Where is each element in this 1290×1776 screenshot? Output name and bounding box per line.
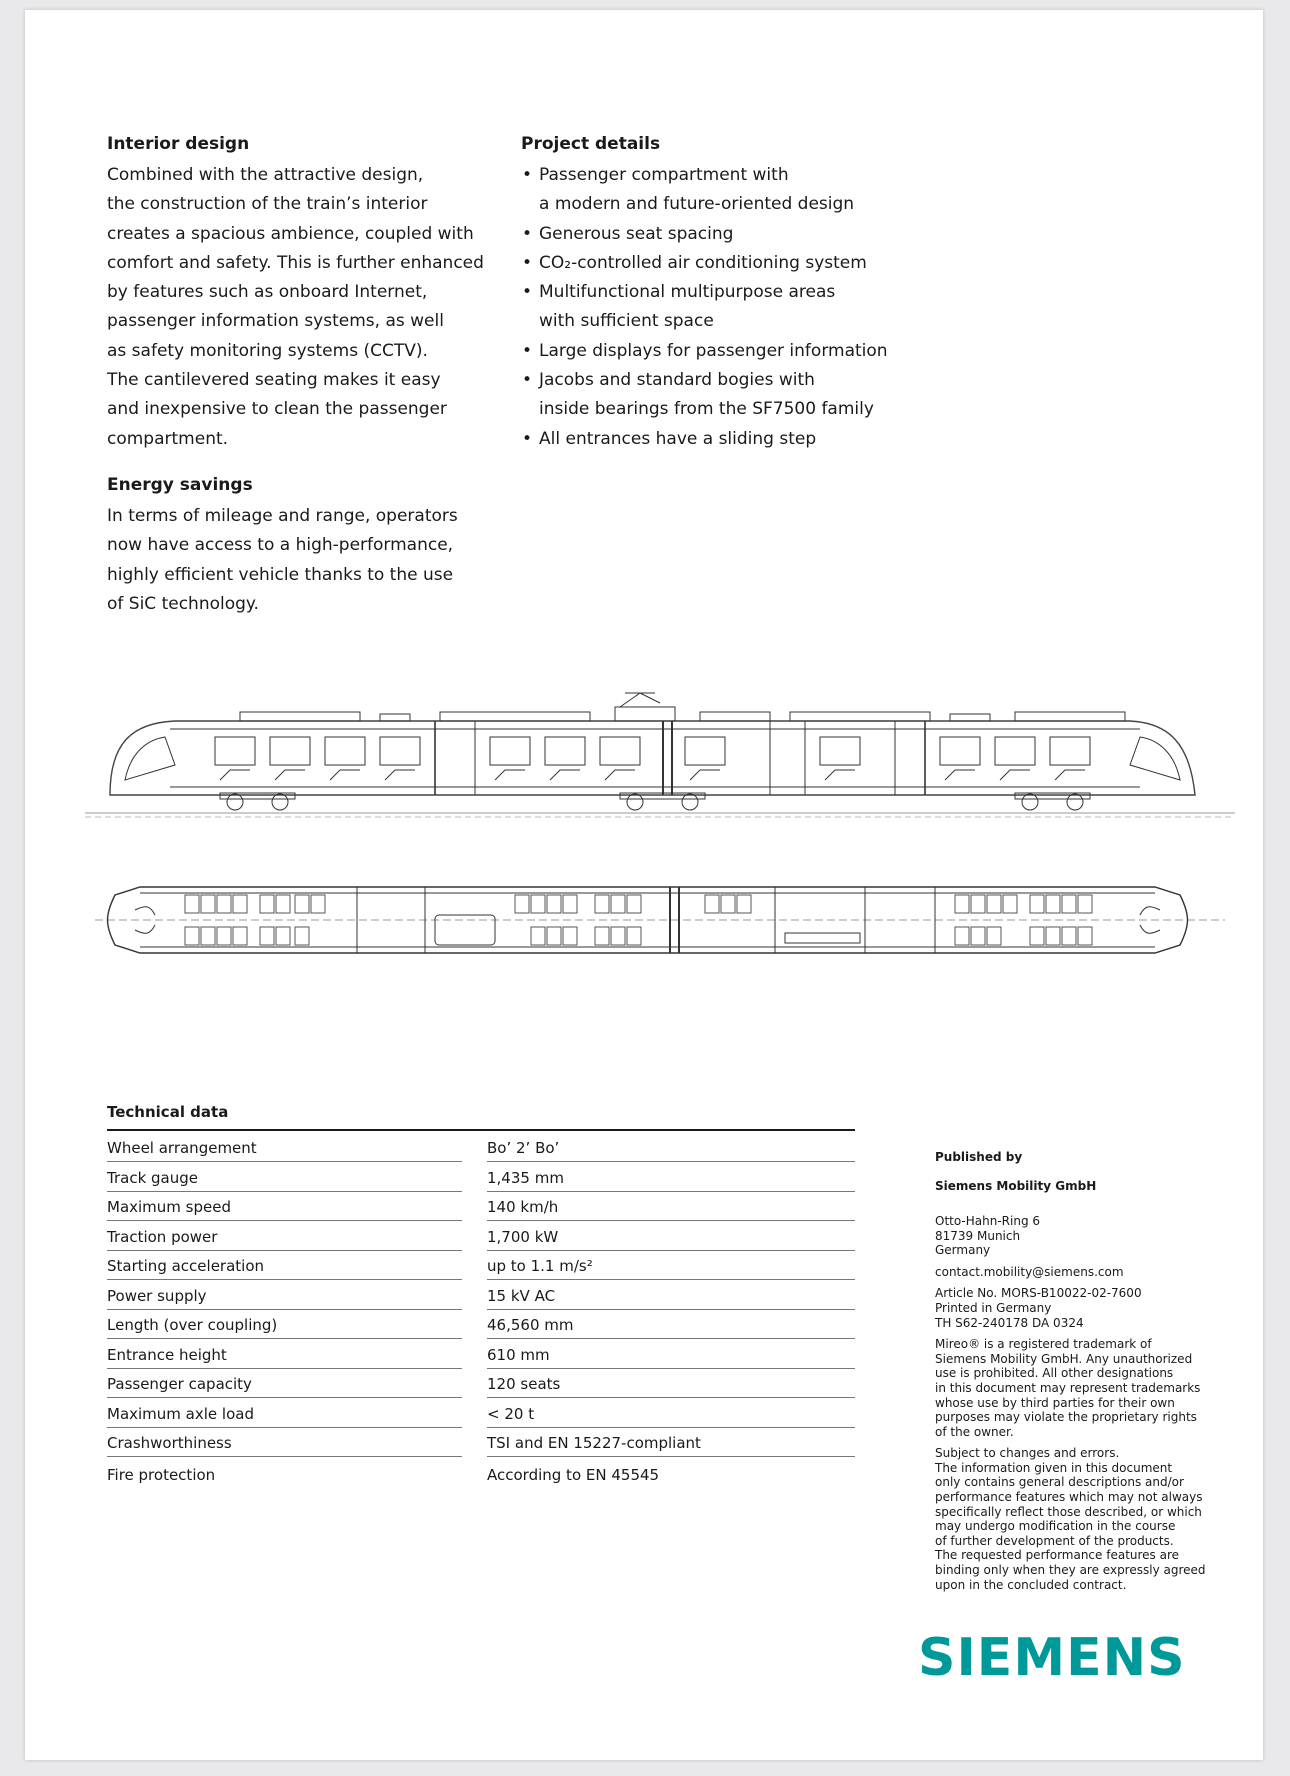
spec-value: 140 km/h <box>487 1198 855 1221</box>
spec-label: Wheel arrangement <box>107 1139 462 1162</box>
interior-design-heading: Interior design <box>107 134 250 154</box>
table-row <box>107 1430 855 1460</box>
interior-design-text: Combined with the attractive design, the construction of the train’s interior creates a spacious ambience, coupled with comfort and safety. This is further enhanced by features such as onboard Internet, passenger information systems, as well as safety monitoring systems (CCTV). The cantilevered seating makes it easy and inexpensive to clean the passenger compartment. <box>107 165 484 449</box>
document-page <box>25 10 1263 1760</box>
spec-label: Length (over coupling) <box>107 1316 462 1339</box>
project-bullet: • Jacobs and standard bogies with inside bearings from the SF7500 family <box>521 366 941 425</box>
table-row <box>107 1460 855 1490</box>
spec-label: Passenger capacity <box>107 1375 462 1398</box>
table-row <box>107 1194 855 1224</box>
spec-value: 120 seats <box>487 1375 855 1398</box>
train-side-view-drawing <box>80 685 1240 825</box>
article-info: Article No. MORS-B10022-02-7600 Printed in Germany TH S62-240178 DA 0324 <box>935 1286 1142 1330</box>
spec-value: According to EN 45545 <box>487 1466 660 1485</box>
table-row <box>107 1342 855 1372</box>
trademark-notice: Mireo® is a registered trademark of Siemens Mobility GmbH. Any unauthorized use is prohibited. All other designations in this document may represent trademarks whose use by third parties for their own purposes may violate the proprietary rights of the owner. <box>935 1337 1201 1439</box>
spec-value: 1,435 mm <box>487 1169 855 1192</box>
spec-label: Fire protection <box>107 1466 216 1485</box>
right-column <box>521 133 941 454</box>
spec-value: 46,560 mm <box>487 1316 855 1339</box>
published-by-label: Published by <box>935 1149 1023 1164</box>
project-bullet: • All entrances have a sliding step <box>521 425 941 454</box>
project-bullet: • Passenger compartment with a modern and future-oriented design <box>521 161 941 220</box>
spec-value: 15 kV AC <box>487 1287 855 1310</box>
spec-label: Traction power <box>107 1228 462 1251</box>
spec-label: Maximum speed <box>107 1198 462 1221</box>
spec-label: Entrance height <box>107 1346 462 1369</box>
spec-label: Track gauge <box>107 1169 462 1192</box>
spec-label: Power supply <box>107 1287 462 1310</box>
publisher-company: Siemens Mobility GmbH <box>935 1178 1097 1193</box>
table-row <box>107 1371 855 1401</box>
project-bullet: • Multifunctional multipurpose areas with sufficient space <box>521 278 941 337</box>
spec-label: Starting acceleration <box>107 1257 462 1280</box>
spec-value: TSI and EN 15227-compliant <box>487 1434 855 1457</box>
table-row <box>107 1283 855 1313</box>
table-row <box>107 1312 855 1342</box>
publisher-address: Otto-Hahn-Ring 6 81739 Munich Germany <box>935 1213 1041 1258</box>
technical-data-title: Technical data <box>107 1103 229 1121</box>
disclaimer: Subject to changes and errors. The information given in this document only contains general descriptions and/or performance features which may not always specifically reflect those described, or which may undergo modification in the course of further development of the products. The requested performance features are binding only when they are expressly agreed upon in the concluded contract. <box>935 1446 1206 1592</box>
project-bullet: • Generous seat spacing <box>521 220 941 249</box>
spec-value: Bo’ 2’ Bo’ <box>487 1139 855 1162</box>
table-row <box>107 1401 855 1431</box>
project-details-heading: Project details <box>521 134 661 154</box>
project-bullet: • Large displays for passenger information <box>521 337 941 366</box>
table-row <box>107 1130 855 1165</box>
left-column <box>107 133 507 619</box>
energy-savings-heading: Energy savings <box>107 474 253 495</box>
technical-data-table <box>107 1129 855 1489</box>
train-plan-view-drawing <box>95 875 1225 965</box>
energy-savings-text: In terms of mileage and range, operators now have access to a high-performance, highly efficient vehicle thanks to the use of SiC technology. <box>107 505 458 614</box>
spec-value: < 20 t <box>487 1405 855 1428</box>
spec-value: 1,700 kW <box>487 1228 855 1251</box>
spec-value: 610 mm <box>487 1346 855 1369</box>
spec-value: up to 1.1 m/s² <box>487 1257 855 1280</box>
siemens-logo: SIEMENS <box>918 1628 1186 1688</box>
table-row <box>107 1224 855 1254</box>
publisher-info <box>935 1135 1210 1599</box>
spec-label: Maximum axle load <box>107 1405 462 1428</box>
publisher-email[interactable]: contact.mobility@siemens.com <box>935 1264 1124 1279</box>
spec-label: Crashworthiness <box>107 1434 462 1457</box>
project-bullet: • CO₂-controlled air conditioning system <box>521 249 941 278</box>
table-row <box>107 1165 855 1195</box>
table-row <box>107 1253 855 1283</box>
project-details-list <box>521 161 941 454</box>
